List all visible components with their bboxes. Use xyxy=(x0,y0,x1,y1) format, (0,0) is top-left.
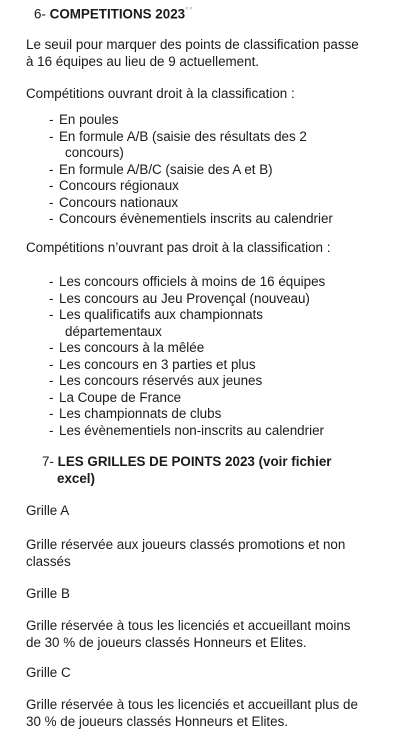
list-item xyxy=(49,291,405,308)
list-dash: - xyxy=(49,406,54,421)
list-dash: - xyxy=(49,274,54,289)
list-item-text: En formule A/B (saisie des résultats des 2 xyxy=(59,128,307,144)
list-item-text: Les qualificatifs aux championnats xyxy=(59,307,263,322)
list-item-text: Les championnats de clubs xyxy=(59,406,222,421)
list-item-text: La Coupe de France xyxy=(59,389,182,405)
list-item xyxy=(49,274,405,291)
list-item-text: En poules xyxy=(59,112,119,127)
grille-a-name xyxy=(26,503,403,520)
grille-b-line-2: de 30 % de joueurs classés Honneurs et Elites. xyxy=(26,634,307,650)
list-dash: - xyxy=(49,178,54,193)
list-item-text: Les concours en 3 parties et plus xyxy=(59,356,256,372)
list-dash: - xyxy=(49,356,54,372)
non-qualifying-list xyxy=(49,274,405,439)
intro-paragraph xyxy=(26,37,403,70)
grille-c-line-1: Grille réservée à tous les licenciés et accueillant plus de xyxy=(26,697,358,712)
grille-b-description xyxy=(26,618,403,651)
grille-c-line-2: 30 % de joueurs classés Honneurs et Elites. xyxy=(26,713,289,729)
grille-b-line-1: Grille réservée à tous les licenciés et accueillant moins xyxy=(26,618,351,633)
grille-c-name-text: Grille C xyxy=(26,665,71,680)
intro-line-2: à 16 équipes au lieu de 9 actuellement. xyxy=(26,53,260,69)
list-item xyxy=(49,423,405,440)
grille-b-name xyxy=(26,586,403,603)
list-item-text: Concours nationaux xyxy=(59,194,179,210)
section-7-number: 7- xyxy=(42,454,54,469)
grille-c-description xyxy=(26,697,403,730)
list-dash: - xyxy=(49,211,54,226)
list-dash: - xyxy=(49,112,54,127)
section-6-title: COMPETITIONS 2023 xyxy=(49,6,186,22)
non-qualifying-heading-text: Compétitions n’ouvrant pas droit à la classification : xyxy=(26,240,331,255)
list-dash: - xyxy=(49,128,54,144)
grille-a-line-1: Grille réservée aux joueurs classés promotions et non xyxy=(26,537,346,552)
list-dash: - xyxy=(49,307,54,322)
grille-b-name-text: Grille B xyxy=(26,586,70,601)
list-dash: - xyxy=(49,194,54,210)
grille-a-line-2: classés xyxy=(26,553,71,569)
grille-c-name xyxy=(26,665,403,682)
list-dash: - xyxy=(49,389,54,405)
list-item xyxy=(49,178,405,195)
list-dash: - xyxy=(49,340,54,355)
list-item xyxy=(49,195,405,212)
list-item-text: Les concours officiels à moins de 16 équipes xyxy=(59,274,326,289)
qualifying-heading-text: Compétitions ouvrant droit à la classification : xyxy=(26,86,295,101)
list-item xyxy=(49,129,405,162)
list-item xyxy=(49,340,405,357)
non-qualifying-heading xyxy=(26,240,403,257)
grille-a-description xyxy=(26,537,403,570)
list-item xyxy=(49,162,405,179)
list-item-continuation: départementaux xyxy=(65,323,162,339)
list-dash: - xyxy=(49,161,54,177)
list-item xyxy=(49,112,405,129)
list-item xyxy=(49,357,405,374)
section-7-title-line-2: excel) xyxy=(57,470,95,486)
list-item-text: Concours évènementiels inscrits au calendrier xyxy=(59,211,333,226)
section-6-heading xyxy=(34,3,194,23)
list-item-text: Les concours à la mêlée xyxy=(59,340,205,355)
list-item-text: En formule A/B/C (saisie des A et B) xyxy=(59,161,273,177)
list-item xyxy=(49,406,405,423)
list-item-text: Concours régionaux xyxy=(59,178,179,193)
qualifying-heading xyxy=(26,86,403,103)
list-item-text: Les évènementiels non-inscrits au calendrier xyxy=(59,422,324,438)
section-6-number: 6- xyxy=(34,6,46,22)
section-7-title-line-1: LES GRILLES DE POINTS 2023 (voir fichier xyxy=(57,454,332,469)
section-7-heading xyxy=(42,454,402,487)
list-item xyxy=(49,390,405,407)
list-item xyxy=(49,211,405,228)
list-item-continuation: concours) xyxy=(65,145,124,160)
qualifying-list xyxy=(49,112,405,228)
list-dash: - xyxy=(49,422,54,438)
list-item-text: Les concours réservés aux jeunes xyxy=(59,373,263,388)
list-dash: - xyxy=(49,290,54,306)
list-item-text: Les concours au Jeu Provençal (nouveau) xyxy=(59,290,310,306)
section-6-marks: °° xyxy=(185,6,194,15)
intro-line-1: Le seuil pour marquer des points de classification passe xyxy=(26,37,359,52)
list-dash: - xyxy=(49,373,54,388)
list-item xyxy=(49,307,405,340)
grille-a-name-text: Grille A xyxy=(26,503,70,518)
list-item xyxy=(49,373,405,390)
